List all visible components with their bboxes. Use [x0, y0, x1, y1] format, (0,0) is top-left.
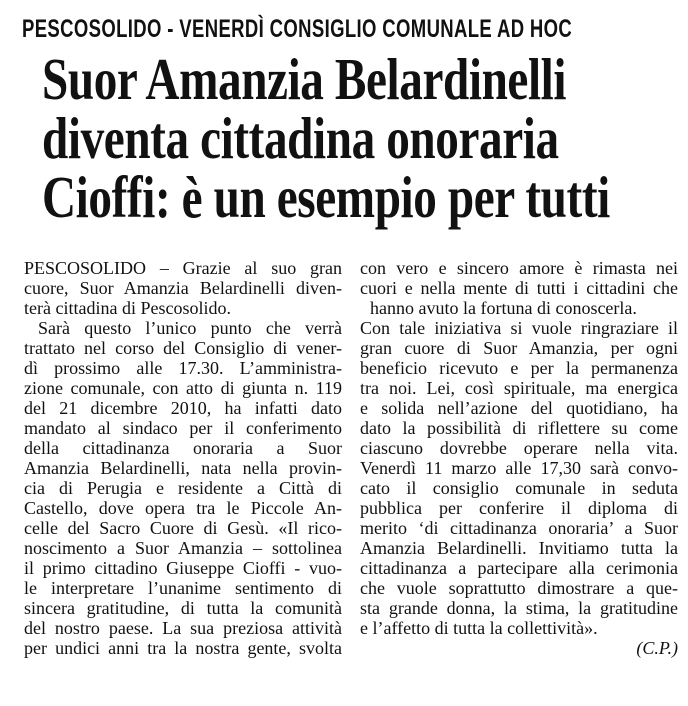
- body-line: terà cittadina di Pescosolido.: [24, 298, 231, 318]
- body-line: dato la possibilità di riflettere su come: [360, 418, 678, 438]
- body-line: che vuole soprattutto dimostrare a que-: [360, 578, 678, 598]
- body-line: cittadinanza a partecipare alla cerimonia: [360, 558, 678, 578]
- body-line: sta grande donna, la stima, la gratitudine: [360, 598, 678, 618]
- body-line: noscimento a Suor Amanzia – sottolinea: [24, 538, 342, 558]
- body-line: Amanzia Belardinelli, nata nella provin-: [24, 458, 342, 478]
- body-line: PESCOSOLIDO – Grazie al suo gran: [24, 258, 342, 278]
- body-line: le interpretare l’unanime sentimento di: [24, 578, 342, 598]
- body-line: dì prossimo alle 17.30. L’amministra-: [24, 358, 342, 378]
- body-line: cuori e nella mente di tutti i cittadini che: [360, 278, 678, 298]
- body-line: hanno avuto la fortuna di conoscerla.: [370, 298, 637, 318]
- body-line: Castello, dove opera tra le Piccole An-: [24, 498, 342, 518]
- article-column-right: [360, 258, 678, 658]
- body-line: per undici anni tra la nostra gente, svolta: [24, 638, 342, 658]
- article-column-left: [24, 258, 342, 658]
- body-line: pubblica per conferire il diploma di: [360, 498, 678, 518]
- author-signature: (C.P.): [636, 638, 678, 658]
- body-line: del nostro paese. La sua preziosa attività: [24, 618, 342, 638]
- body-line: il primo cittadino Giuseppe Cioffi - vuo-: [24, 558, 342, 578]
- body-line: e l’affetto di tutta la collettività».: [360, 618, 598, 638]
- article-headline: [42, 46, 610, 230]
- body-line: beneficio ricevuto e per la permanenza: [360, 358, 678, 378]
- body-line: mandato al sindaco per il conferimento: [24, 418, 342, 438]
- body-line: Venerdì 11 marzo alle 17,30 sarà convo-: [360, 458, 678, 478]
- article-kicker: PESCOSOLIDO - VENERDÌ CONSIGLIO COMUNALE AD HOC: [22, 15, 573, 43]
- body-line: del 21 dicembre 2010, ha infatti dato: [24, 398, 342, 418]
- body-line: con vero e sincero amore è rimasta nei: [360, 258, 678, 278]
- body-line: sincera gratitudine, di tutta la comunità: [24, 598, 342, 618]
- headline-line-2: diventa cittadina onoraria: [42, 105, 559, 171]
- body-line: della cittadinanza onoraria a Suor: [24, 438, 342, 458]
- body-line: gran cuore di Suor Amanzia, per ogni: [360, 338, 678, 358]
- body-line: ciascuno dovrebbe operare nella vita.: [360, 438, 678, 458]
- body-line: Con tale iniziativa si vuole ringraziare il: [360, 318, 678, 338]
- body-line: Amanzia Belardinelli. Invitiamo tutta la: [360, 538, 678, 558]
- body-line: zione comunale, con atto di giunta n. 119: [24, 378, 342, 398]
- body-line: tra noi. Lei, così spirituale, ma energica: [360, 378, 678, 398]
- body-line: merito ‘di cittadinanza onoraria’ a Suor: [360, 518, 678, 538]
- body-line: celle del Sacro Cuore di Gesù. «Il rico-: [24, 518, 342, 538]
- body-line: cato il consiglio comunale in seduta: [360, 478, 678, 498]
- body-line: trattato nel corso del Consiglio di vener-: [24, 338, 342, 358]
- body-line: Sarà questo l’unico punto che verrà: [38, 318, 342, 338]
- headline-line-1: Suor Amanzia Belardinelli: [42, 46, 567, 112]
- headline-line-3: Cioffi: è un esempio per tutti: [42, 164, 610, 230]
- body-line: e solida nell’azione del quotidiano, ha: [360, 398, 678, 418]
- body-line: cuore, Suor Amanzia Belardinelli diven-: [24, 278, 342, 298]
- body-line: cia di Perugia e residente a Città di: [24, 478, 342, 498]
